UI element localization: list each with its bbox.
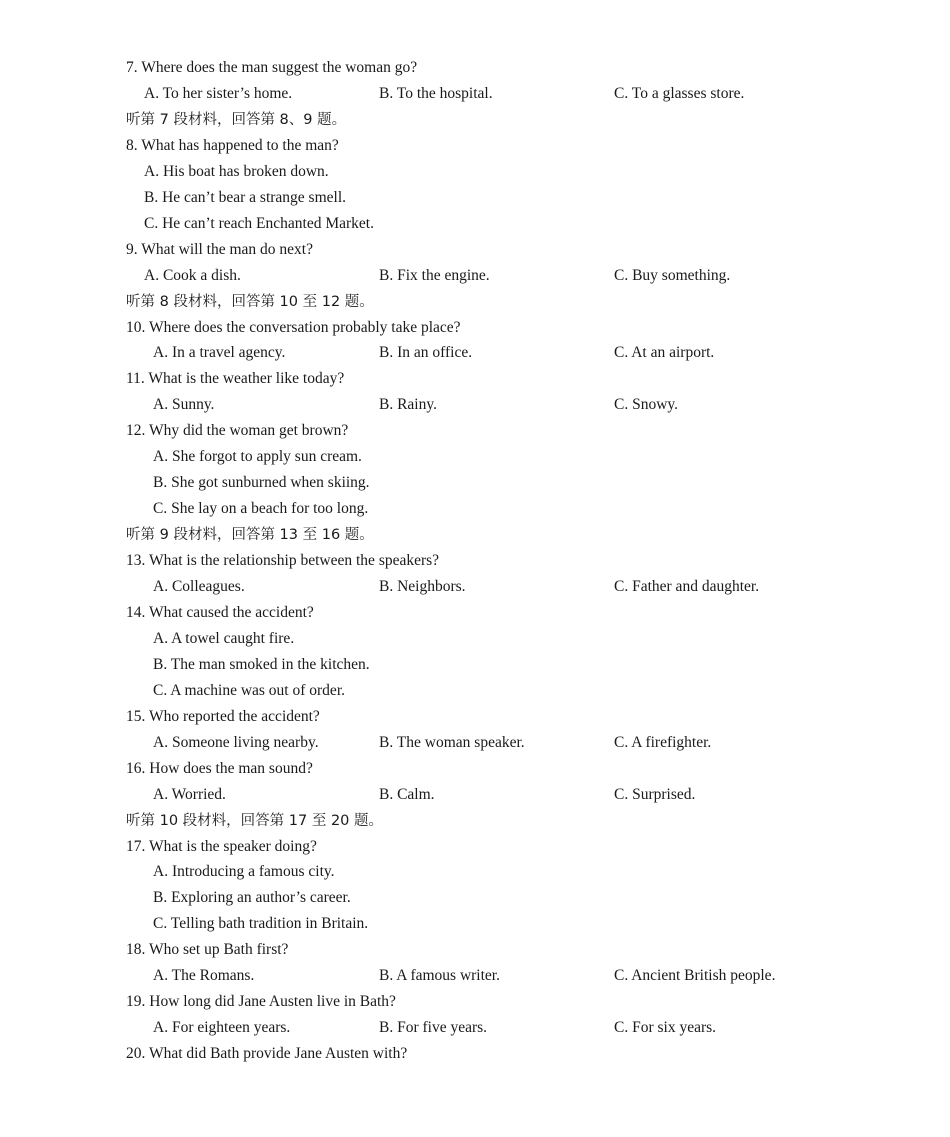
option-text: A. A towel caught fire.: [153, 629, 295, 647]
option-a: A. In a travel agency.: [153, 344, 286, 362]
option-text: C. He can’t reach Enchanted Market.: [144, 214, 374, 232]
option-a: A. To her sister’s home.: [144, 85, 293, 102]
option-c: C. Father and daughter.: [614, 578, 760, 595]
option-a: A. Colleagues.: [153, 578, 245, 595]
option-c: C. To a glasses store.: [614, 85, 745, 102]
option-b: B. For five years.: [379, 1019, 488, 1037]
option-c: C. Buy something.: [614, 266, 731, 284]
option-b: B. The woman speaker.: [379, 733, 525, 751]
question-text: 14. What caused the accident?: [126, 603, 314, 621]
question-text: 10. Where does the conversation probably take place?: [126, 318, 461, 336]
option-text: B. The man smoked in the kitchen.: [153, 655, 370, 673]
option-b: B. Calm.: [379, 785, 435, 803]
option-b: B. In an office.: [379, 344, 473, 362]
question-text: 9. What will the man do next?: [126, 240, 313, 258]
question-text: 11. What is the weather like today?: [126, 370, 345, 388]
options-row: [0, 82, 950, 106]
options-row: [0, 393, 950, 417]
option-c: C. Snowy.: [614, 396, 679, 414]
option-c: C. Surprised.: [614, 785, 696, 803]
option-a: A. The Romans.: [153, 967, 255, 985]
option-text: B. Exploring an author’s career.: [153, 889, 351, 907]
option-c: C. At an airport.: [614, 344, 715, 362]
option-a: A. Cook a dish.: [144, 266, 241, 284]
options-row: [0, 731, 950, 755]
question-text: 8. What has happened to the man?: [126, 136, 339, 154]
option-a: A. Sunny.: [153, 396, 215, 414]
option-text: A. Introducing a famous city.: [153, 863, 335, 881]
option-text: A. His boat has broken down.: [144, 162, 329, 180]
section-heading: 听第 7 段材料，回答第 8、9 题。: [126, 111, 347, 128]
option-text: C. Telling bath tradition in Britain.: [153, 915, 369, 933]
section-heading: 听第 9 段材料，回答第 13 至 16 题。: [126, 527, 374, 544]
option-a: A. Someone living nearby.: [153, 733, 319, 751]
section-heading: 听第 8 段材料，回答第 10 至 12 题。: [126, 293, 374, 310]
option-c: C. Ancient British people.: [614, 967, 776, 985]
option-a: A. For eighteen years.: [153, 1019, 291, 1037]
question-text: 18. Who set up Bath first?: [126, 941, 289, 959]
option-text: C. A machine was out of order.: [153, 681, 345, 699]
options-row: [0, 964, 950, 988]
option-text: B. She got sunburned when skiing.: [153, 474, 370, 492]
option-b: B. To the hospital.: [379, 85, 493, 102]
question-text: 20. What did Bath provide Jane Austen with?: [126, 1045, 408, 1063]
options-row: [0, 575, 950, 599]
option-text: A. She forgot to apply sun cream.: [153, 448, 362, 466]
options-row: [0, 1016, 950, 1040]
question-text: 19. How long did Jane Austen live in Bath?: [126, 993, 396, 1011]
options-row: [0, 783, 950, 807]
option-text: B. He can’t bear a strange smell.: [144, 188, 346, 206]
question-text: 17. What is the speaker doing?: [126, 837, 317, 855]
option-b: B. A famous writer.: [379, 967, 500, 985]
option-b: B. Fix the engine.: [379, 266, 490, 284]
option-b: B. Neighbors.: [379, 578, 466, 595]
question-text: 15. Who reported the accident?: [126, 707, 320, 725]
question-text: 12. Why did the woman get brown?: [126, 422, 349, 440]
option-c: C. For six years.: [614, 1019, 717, 1037]
question-text: 16. How does the man sound?: [126, 759, 313, 777]
option-c: C. A firefighter.: [614, 733, 712, 751]
options-row: [0, 264, 950, 288]
question-text: 13. What is the relationship between the speakers?: [126, 552, 440, 569]
option-b: B. Rainy.: [379, 396, 437, 414]
option-a: A. Worried.: [153, 785, 226, 803]
question-text: 7. Where does the man suggest the woman go?: [126, 59, 418, 76]
section-heading: 听第 10 段材料，回答第 17 至 20 题。: [126, 812, 384, 829]
option-text: C. She lay on a beach for too long.: [153, 500, 369, 518]
options-row: [0, 341, 950, 365]
